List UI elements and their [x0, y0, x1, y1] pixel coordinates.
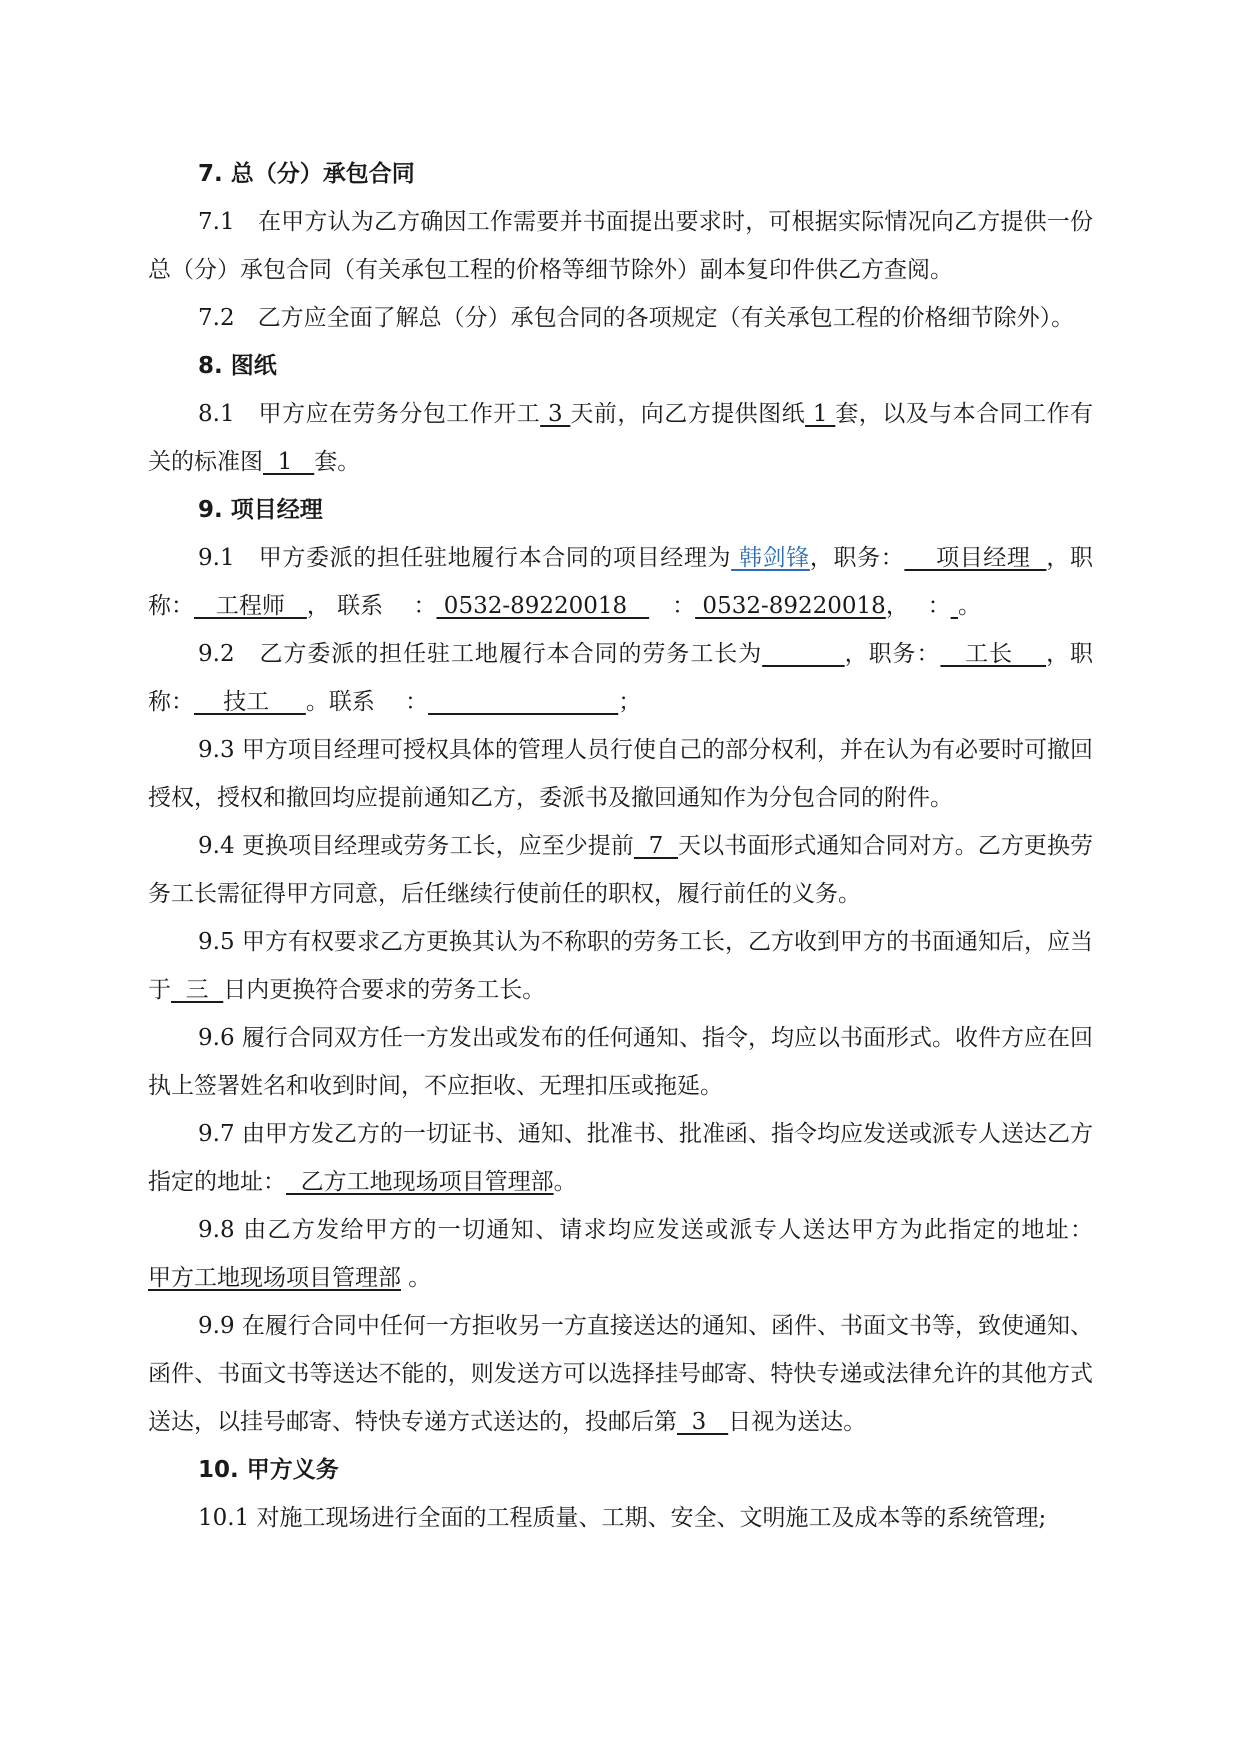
clause-9-7-text-b: 。	[553, 1169, 577, 1195]
clause-9-7	[148, 1110, 1093, 1206]
clause-9-2-text-b: ，职务：	[844, 641, 941, 667]
clause-9-4-text-b: 天以书面形式通知合同对方。乙方更换劳务工长需征得甲方同意，后任继续行使前任的职权，履行前任的义务。	[148, 833, 1093, 907]
delivery-days-field: 3	[677, 1409, 729, 1435]
section-8-heading: 8. 图纸	[198, 353, 277, 379]
clause-9-1-text-a: 9.1 甲方委派的担任驻地履行本合同的项目经理为	[198, 545, 732, 571]
drawing-sets-field: 1	[805, 401, 836, 427]
project-manager-title-field: 工程师	[194, 593, 307, 619]
clause-9-9	[148, 1302, 1093, 1446]
clause-9-8-text-a: 9.8 由乙方发给甲方的一切通知、请求均应发送或派专人送达甲方为此指定的地址：	[198, 1217, 1093, 1243]
project-manager-blank-field	[951, 593, 958, 619]
clause-9-2-text-d: 。联系 ：	[305, 689, 429, 715]
clause-9-1-text-g: 。	[957, 593, 981, 619]
notice-days-field: 7	[633, 833, 679, 859]
clause-8-1-text-d: 套。	[314, 449, 361, 475]
standard-drawing-sets-field: 1	[263, 449, 315, 475]
foreman-phone-field	[428, 689, 618, 715]
contractor-address-field: 乙方工地现场项目管理部	[286, 1169, 554, 1195]
clause-9-7-text-a: 9.7 由甲方发乙方的一切证书、通知、批准书、批准函、指令均应发送或派专人送达乙方指定的地址：	[148, 1121, 1093, 1195]
foreman-name-field	[762, 641, 845, 667]
clause-9-2-text-e: ；	[618, 689, 642, 715]
clause-9-5-text-a: 9.5 甲方有权要求乙方更换其认为不称职的劳务工长，乙方收到甲方的书面通知后，应当于	[148, 929, 1093, 1003]
client-address-field: 甲方工地现场项目管理部	[148, 1265, 401, 1291]
drawing-lead-days-field: 3	[540, 401, 571, 427]
clause-8-1	[148, 390, 1093, 486]
clause-9-2	[148, 630, 1093, 726]
clause-9-1-text-f: ， ：	[885, 593, 951, 619]
clause-9-8	[148, 1206, 1093, 1302]
clause-10-1: 10.1 对施工现场进行全面的工程质量、工期、安全、文明施工及成本等的系统管理;	[198, 1505, 1047, 1531]
clause-9-5-text-b: 日内更换符合要求的劳务工长。	[223, 977, 546, 1003]
clause-8-1-text-c: 套，以及与本合同工作有关的标准图	[148, 401, 1094, 475]
project-manager-name-field: 韩剑锋	[731, 545, 810, 571]
clause-8-1-text-b: 天前，向乙方提供图纸	[570, 401, 806, 427]
clause-9-3: 9.3 甲方项目经理可授权具体的管理人员行使自己的部分权利，并在认为有必要时可撤回授权，授权和撤回均应提前通知乙方，委派书及撤回通知作为分包合同的附件。	[148, 737, 1093, 811]
document-page	[148, 150, 1093, 1542]
clause-9-1	[148, 534, 1093, 630]
section-10-heading: 10. 甲方义务	[198, 1457, 339, 1483]
foreman-title-field: 技工	[194, 689, 306, 715]
clause-9-4	[148, 822, 1093, 918]
clause-9-5	[148, 918, 1093, 1014]
section-9-heading: 9. 项目经理	[198, 497, 323, 523]
clause-9-9-text-b: 日视为送达。	[728, 1409, 867, 1435]
clause-9-1-text-e: ：	[649, 593, 696, 619]
clause-9-2-text-c: ，职称：	[148, 641, 1094, 715]
clause-9-4-text-a: 9.4 更换项目经理或劳务工长，应至少提前	[198, 833, 634, 859]
section-7-heading: 7. 总（分）承包合同	[198, 161, 415, 187]
project-manager-phone-field: 0532-89220018	[436, 593, 650, 619]
clause-8-1-text-a: 8.1 甲方应在劳务分包工作开工	[198, 401, 541, 427]
clause-9-1-text-d: ， 联系 ：	[306, 593, 437, 619]
clause-9-8-text-b: 。	[401, 1265, 432, 1291]
foreman-position-field: 工长	[940, 641, 1047, 667]
clause-9-9-text-a: 9.9 在履行合同中任何一方拒收另一方直接送达的通知、函件、书面文书等，致使通知、函件、书面文书等送达不能的，则发送方可以选择挂号邮寄、特快专递或法律允许的其他方式送达，以挂号邮寄、特快专递方式送达的，投邮后第	[148, 1313, 1093, 1435]
project-manager-phone2-field: 0532-89220018	[695, 593, 886, 619]
clause-7-1: 7.1 在甲方认为乙方确因工作需要并书面提出要求时，可根据实际情况向乙方提供一份总（分）承包合同（有关承包工程的价格等细节除外）副本复印件供乙方查阅。	[148, 209, 1093, 283]
clause-7-2: 7.2 乙方应全面了解总（分）承包合同的各项规定（有关承包工程的价格细节除外）。	[198, 305, 1075, 331]
clause-9-1-text-b: ，职务：	[809, 545, 905, 571]
project-manager-position-field: 项目经理	[904, 545, 1047, 571]
clause-9-6: 9.6 履行合同双方任一方发出或发布的任何通知、指令，均应以书面形式。收件方应在回执上签署姓名和收到时间，不应拒收、无理扣压或拖延。	[148, 1025, 1093, 1099]
clause-9-2-text-a: 9.2 乙方委派的担任驻工地履行本合同的劳务工长为	[198, 641, 763, 667]
replacement-days-field: 三	[171, 977, 224, 1003]
clause-9-1-text-c: ，职称：	[148, 545, 1094, 619]
